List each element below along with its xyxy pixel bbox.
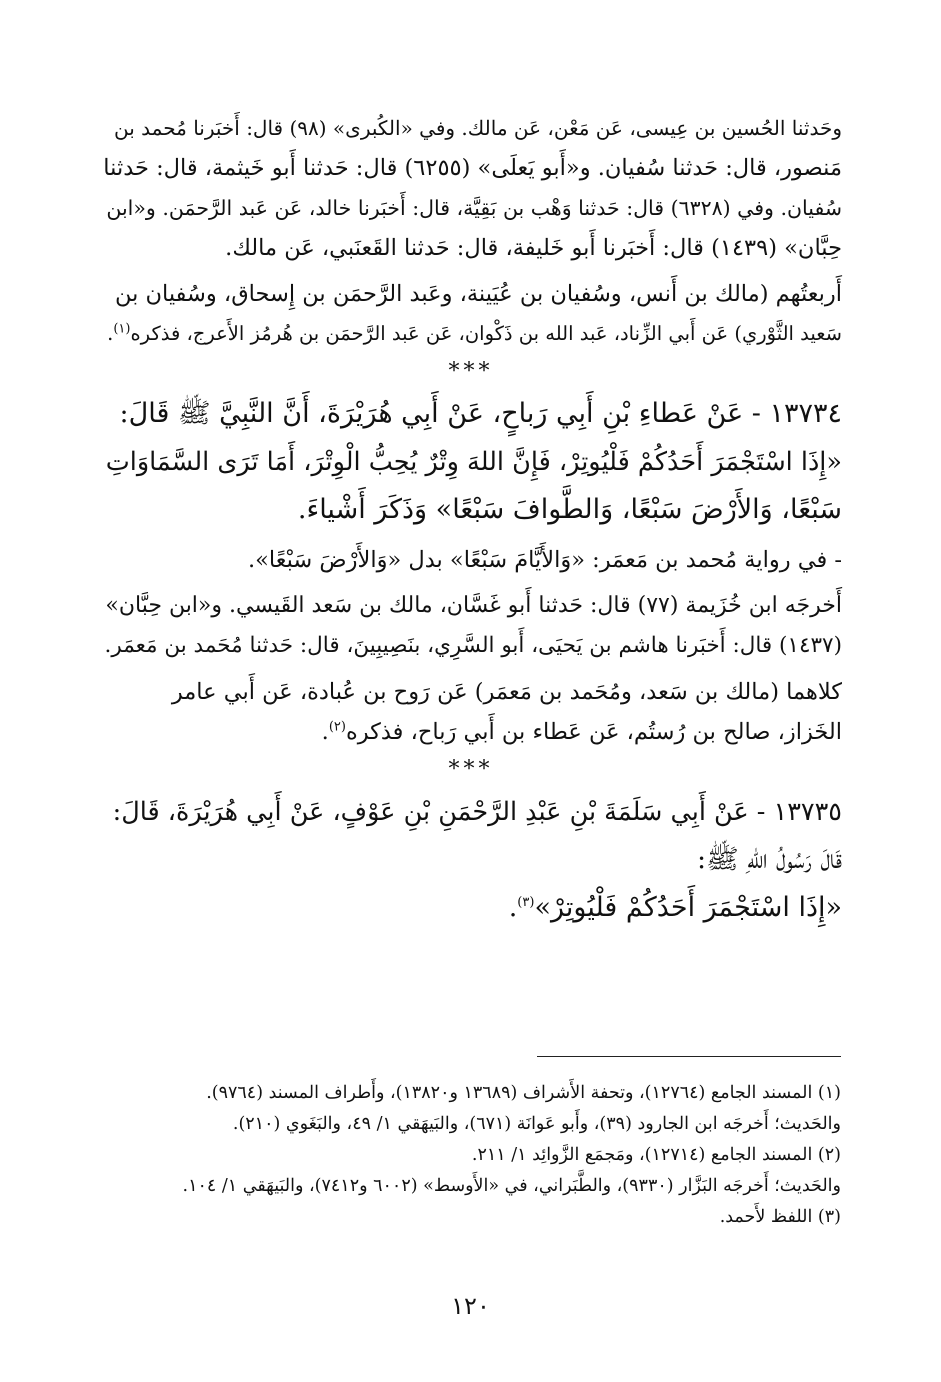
footnote-ref-2: (٢) <box>328 719 346 735</box>
paragraph-chain-1 <box>100 108 842 268</box>
full-stop: . <box>321 719 329 745</box>
text-line: وحَدثنا الحُسين بن عِيسى، عَن مَعْن، عَن مالك. وفي «الكُبرى» (٩٨) قال: أَخبَرنا مُحمد بن <box>114 116 842 140</box>
variant-note <box>100 540 842 580</box>
footnote: (٢) المسند الجامع (١٢٧١٤)، ومَجمَع الزَّوائِد ١/ ٢١١. <box>471 1145 841 1165</box>
section-separator: *** <box>448 757 494 782</box>
hadith-matn: سَبْعًا، وَالأَرْضَ سَبْعًا، وَالطَّوافَ سَبْعًا» وَذَكَرَ أَشْياءَ. <box>297 494 842 525</box>
section-separator: *** <box>448 359 494 384</box>
paragraph-takhrij-1 <box>100 586 842 666</box>
hadith-13735 <box>100 788 842 932</box>
footnote-ref-1: (١) <box>113 321 131 337</box>
full-stop: . <box>508 892 518 923</box>
hadith-matn <box>100 884 842 932</box>
page-body <box>100 108 842 932</box>
footnote-divider <box>537 1056 841 1057</box>
text-line: مَنصور، قال: حَدثنا سُفيان. و«أَبو يَعلَى» (٦٢٥٥) قال: حَدثنا أَبو خَيثمة، قال: حَدثنا <box>103 155 842 181</box>
text-line-content: الخَزاز، صالح بن رُستُم، عَن عَطاء بن أَبي رَباح، فذكره <box>345 719 842 745</box>
footnote: والحَديث؛ أَخرجَه البَزَّار (٩٣٣٠)، والطَّبَراني، في «الأَوسط» (٦٠٠٢ و٧٤١٢)، والبَيهَقي ١/ ١٠٤. <box>182 1176 841 1196</box>
paragraph-takhrij-2 <box>100 672 842 752</box>
hadith-isnad: قَالَ رَسُولُ اللهِ ﷺ: <box>696 844 842 875</box>
hadith-matn: «إِذَا اسْتَجْمَرَ أَحَدُكُمْ فَلْيُوتِرْ، فَإِنَّ اللهَ وِتْرٌ يُحِبُّ الْوِتْرَ، أَمَا تَرَى السَّمَاوَاتِ <box>105 447 842 477</box>
footnote: والحَديث؛ أَخرجَه ابن الجارود (٣٩)، وأَبو عَوانَة (٦٧١)، والبَيهَقي ١/ ٤٩، والبَغَوي (٢١٠). <box>232 1114 841 1134</box>
text-line-content: «إِذَا اسْتَجْمَرَ أَحَدُكُمْ فَلْيُوتِرْ» <box>534 892 842 923</box>
footnote-ref-3: (٣) <box>517 895 535 910</box>
text-line: - في رواية مُحمد بن مَعمَر: «وَالأَيَّامَ سَبْعًا» بدل «وَالأَرْضَ سَبْعًا». <box>248 547 842 573</box>
hadith-isnad: ١٣٧٣٥ - عَنْ أَبِي سَلَمَةَ بْنِ عَبْدِ الرَّحْمَنِ بْنِ عَوْفٍ، عَنْ أَبِي هُرَيْرَةَ، قَالَ: <box>112 797 842 827</box>
text-line: (١٤٣٧) قال: أَخبَرنا هاشم بن يَحيَى، أَبو السَّرِي، بنَصِيبِينَ، قال: حَدثنا مُحَمد بن مَعمَر. <box>104 633 842 658</box>
hadith-13734 <box>100 390 842 534</box>
footnote: (٣) اللفظ لأَحمد. <box>719 1207 841 1227</box>
text-line: أَربعتُهم (مالك بن أَنس، وسُفيان بن عُيَينة، وعَبد الرَّحمَن بن إِسحاق، وسُفيان بن <box>114 281 842 307</box>
text-line <box>100 314 842 354</box>
footnotes <box>99 1078 841 1233</box>
footnote: (١) المسند الجامع (١٢٧٦٤)، وتحفة الأَشراف (١٣٦٨٩ و١٣٨٢٠)، وأَطراف المسند (٩٧٦٤). <box>206 1083 841 1103</box>
text-line: حِبَّان» (١٤٣٩) قال: أَخبَرنا أَبو خَليفة، قال: حَدثنا القَعنَبي، عَن مالك. <box>225 235 842 261</box>
full-stop: . <box>107 322 114 345</box>
hadith-isnad: ١٣٧٣٤ - عَنْ عَطاءِ بْنِ أَبِي رَباحٍ، عَنْ أَبِي هُرَيْرَةَ، أَنَّ النَّبِيَّ ﷺ قَالَ: <box>119 398 842 429</box>
text-line: سُفيان. وفي (٦٣٢٨) قال: حَدثنا وَهْب بن بَقِيَّة، قال: أَخبَرنا خالد، عَن عَبد الرَّحمَن. و«ابن <box>106 196 842 220</box>
text-line <box>100 712 842 752</box>
page-number: ١٢٠ <box>451 1292 490 1320</box>
text-line: أَخرجَه ابن خُزَيمة (٧٧) قال: حَدثنا أَبو غَسَّان، مالك بن سَعد القَيسي. و«ابن حِبَّان» <box>105 593 842 618</box>
paragraph-chain-2 <box>100 274 842 354</box>
text-line-content: سَعيد الثَّوْري) عَن أَبي الزِّناد، عَبد الله بن ذَكْوان، عَن عَبد الرَّحمَن بن هُرمُز الأَعرج، فذكره <box>130 322 842 345</box>
text-line: كلاهما (مالك بن سَعد، ومُحَمد بن مَعمَر) عَن رَوح بن عُبادة، عَن أَبي عامر <box>171 679 842 705</box>
